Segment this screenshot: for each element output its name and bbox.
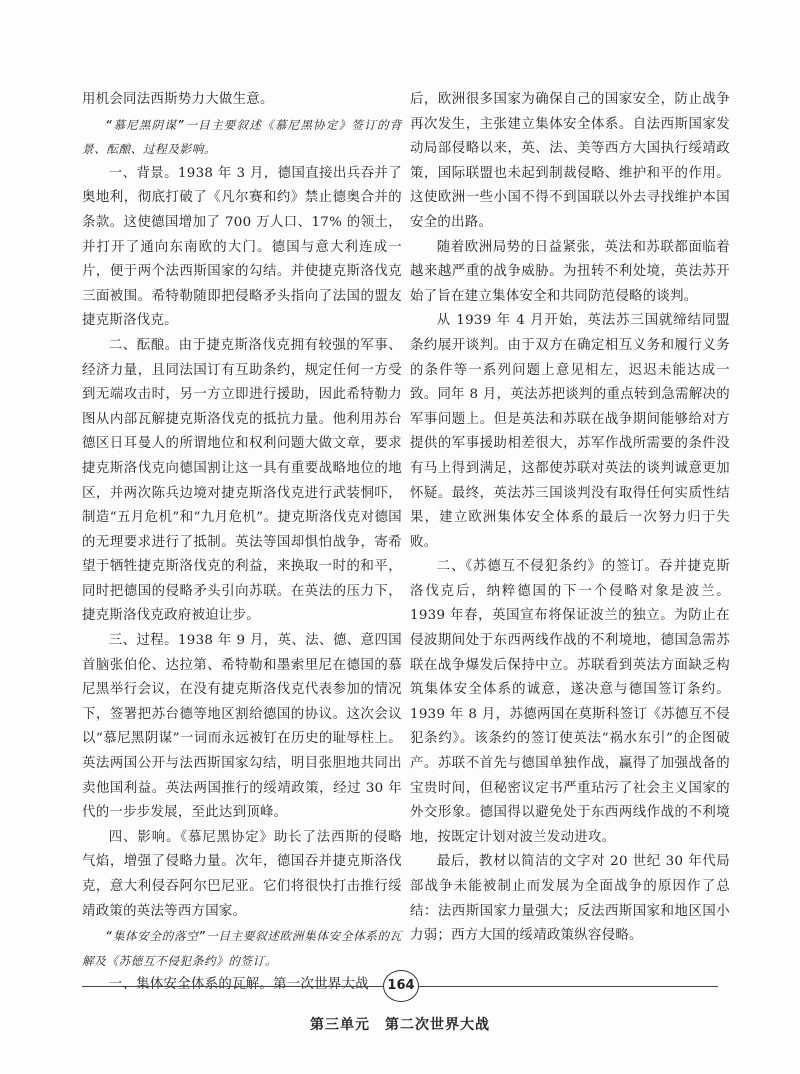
paragraph: 从 1939 年 4 月开始，英法苏三国就缔结同盟条约展开谈判。由于双方在确定相互义务和履行义务的条件等一系列问题上意见相左，迟迟未能达成一致。同年 8 月，英法苏把谈判的重点转到急需解决的军事问题上。但是英法和苏联在战争期间能够给对方提供的军事援助相差很大，苏军作战所需要的条件没有马上得到满足，这都使苏联对英法的谈判诚意更加怀疑。最终，英法苏三国谈判没有取得任何实质性结果，建立欧洲集体安全体系的最后一次努力归于失败。 <box>410 313 730 550</box>
section-note-munich: “慕尼黑阴谋”一目主要叙述《慕尼黑协定》签订的背景、酝酿、过程及影响。 <box>82 117 402 157</box>
paragraph: 随着欧洲局势的日益紧张，英法和苏联都面临着越来越严重的战争威胁。为扭转不利处境，英法苏开始了旨在建立集体安全和共同防范侵略的谈判。 <box>410 239 730 304</box>
paragraph-collapse-continued: 后，欧洲很多国家为确保自己的国家安全，防止战争再次发生，主张建立集体安全体系。自法西斯国家发动局部侵略以来，英、法、美等西方大国执行绥靖政策，国际联盟也未起到制裁侵略、维护和平的作用。这使欧洲一些小国不得不到国联以外去寻找维护本国安全的出路。 <box>410 92 730 230</box>
paragraph-brewing: 二、酝酿。由于捷克斯洛伐克拥有较强的军事、经济力量，且同法国订有互助条约，规定任何一方受到无端攻击时，另一方立即进行援助，因此希特勒力图从内部瓦解捷克斯洛伐克的抵抗力量。他利用苏台德区日耳曼人的所谓地位和权利问题大做文章，要求捷克斯洛伐克向德国割让这一具有重要战略地位的地区，并两次陈兵边境对捷克斯洛伐克进行武装恫吓，制造“五月危机”和“九月危机”。捷克斯洛伐克对德国的无理要求进行了抵制。英法等国却惧怕战争，寄希望于牺牲捷克斯洛伐克的利益，来换取一时的和平，同时把德国的侵略矛头引向苏联。在英法的压力下，捷克斯洛伐克政府被迫让步。 <box>82 337 402 624</box>
paragraph: 用机会同法西斯势力大做生意。 <box>82 92 274 107</box>
paragraph-impact: 四、影响。《慕尼黑协定》助长了法西斯的侵略气焰，增强了侵略力量。次年，德国吞并捷克斯洛伐克，意大利侵吞阿尔巴尼亚。它们将很快打击推行绥靖政策的英法等西方国家。 <box>82 829 402 919</box>
right-column <box>410 88 730 949</box>
page-number: 164 <box>383 970 419 1002</box>
section-note-collective-security: “集体安全的落空”一目主要叙述欧洲集体安全体系的瓦解及《苏德互不侵犯条约》的签订。 <box>82 929 402 968</box>
paragraph-background: 一、背景。1938 年 3 月，德国直接出兵吞并了奥地利，彻底打破了《凡尔赛和约》禁止德奥合并的条款。这使德国增加了 700 万人口、17% 的领土，并打开了通向东南欧的大门。德国与意大利连成一片，便于两个法西斯国家的勾结。并使捷克斯洛伐克三面被围。希特勒随即把侵略矛头指向了法国的盟友捷克斯洛伐克。 <box>82 165 402 329</box>
paragraph-nonaggression-pact: 二、《苏德互不侵犯条约》的签订。吞并捷克斯洛伐克后，纳粹德国的下一个侵略对象是波兰。1939 年春，英国宣布将保证波兰的独立。为防止在侵波期间处于东西两线作战的不利境地，德国急需苏联在战争爆发后保持中立。苏联看到英法方面缺乏构筑集体安全体系的诚意，遂决意与德国签订条约。1939 年 8 月，苏德两国在莫斯科签订《苏德互不侵犯条约》。该条约的签订使英法“祸水东引”的企图破产。苏联不首先与德国单独作战，赢得了加强战备的宝贵时间，但秘密议定书严重玷污了社会主义国家的外交形象。德国得以避免处于东西两线作战的不利境地，按既定计划对波兰发动进攻。 <box>410 559 730 845</box>
left-column <box>82 88 402 998</box>
running-footer: 第三单元 第二次世界大战 <box>310 1017 490 1033</box>
paragraph-summary: 最后，教材以简洁的文字对 20 世纪 30 年代局部战争未能被制止而发展为全面战争的原因作了总结：法西斯国家力量强大；反法西斯国家和地区国小力弱；西方大国的绥靖政策纵容侵略。 <box>410 854 730 944</box>
paragraph-process: 三、过程。1938 年 9 月，英、法、德、意四国首脑张伯伦、达拉第、希特勒和墨索里尼在德国的慕尼黑举行会议，在没有捷克斯洛伐克代表参加的情况下，签署把苏台德等地区割给德国的协议。这次会议以“慕尼黑阴谋”一词而永远被钉在历史的耻辱柱上。英法两国公开与法西斯国家勾结，明目张胆地共同出卖他国利益。英法两国推行的绥靖政策，经过 30 年代的一步步发展，至此达到顶峰。 <box>82 633 402 821</box>
paragraph-collapse-start: 一、集体安全体系的瓦解。第一次世界大战 <box>108 977 369 993</box>
